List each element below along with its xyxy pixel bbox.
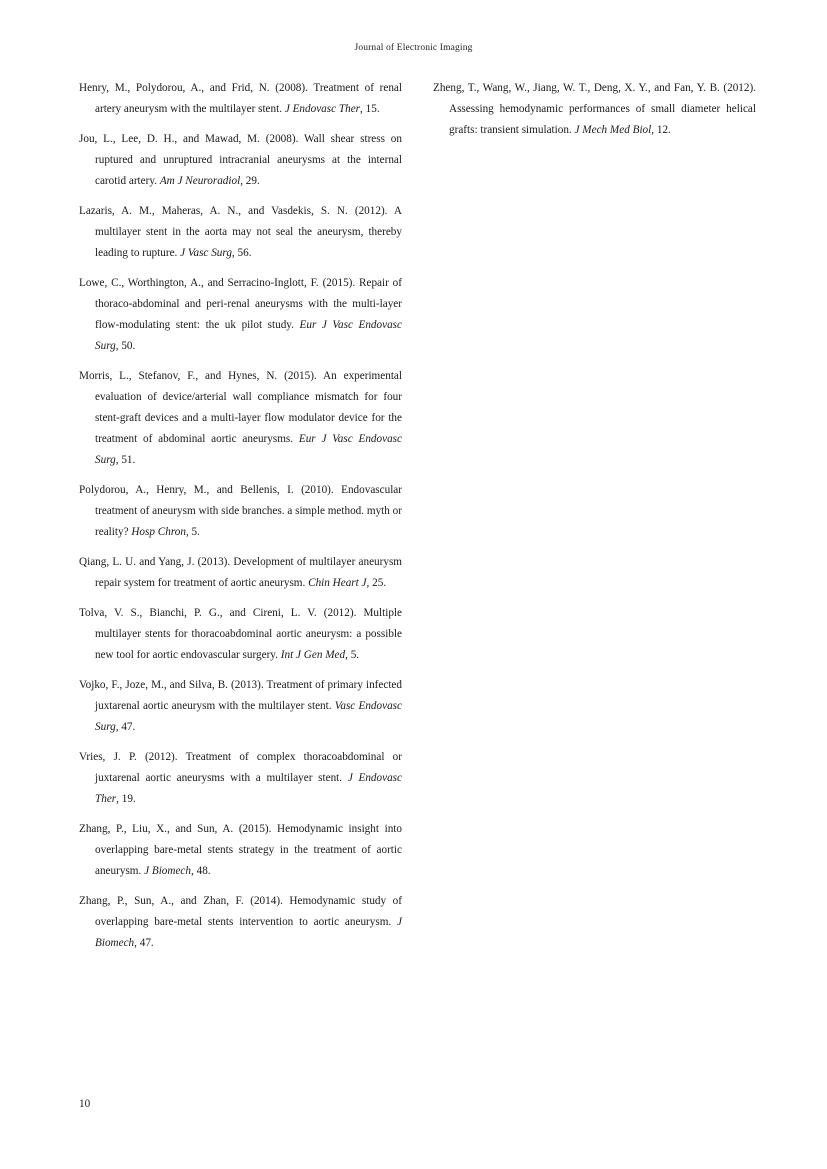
- reference-text: Vojko, F., Joze, M., and Silva, B. (2013). Treatment of primary infected juxtarenal aortic aneurysm with the multilayer stent.: [79, 679, 402, 712]
- reference-text: Lowe, C., Worthington, A., and Serracino-Inglott, F. (2015). Repair of thoraco-abdominal and peri-renal aneurysms with the multi-layer flow-modulating stent: the uk pilot study.: [79, 277, 402, 331]
- reference-columns: [79, 78, 756, 954]
- journal-name: Am J Neuroradiol: [159, 175, 241, 187]
- reference-entry: [79, 480, 402, 543]
- reference-entry: [79, 891, 402, 954]
- reference-volume: , 5.: [185, 526, 200, 538]
- reference-text: Henry, M., Polydorou, A., and Frid, N. (2008). Treatment of renal artery aneurysm with the multilayer stent.: [79, 82, 402, 115]
- journal-name: Eur J Vasc Endovasc Surg: [95, 433, 402, 466]
- journal-name: J Endovasc Ther: [284, 103, 361, 115]
- reference-entry: [79, 78, 402, 120]
- reference-entry: [79, 675, 402, 738]
- reference-text: Polydorou, A., Henry, M., and Bellenis, I. (2010). Endovascular treatment of aneurysm with side branches. a simple method. myth or reality?: [79, 484, 402, 538]
- reference-entry: [79, 552, 402, 594]
- journal-name: J Mech Med Biol: [574, 124, 652, 136]
- reference-entry: [79, 129, 402, 192]
- page-number: 10: [79, 1098, 91, 1110]
- reference-entry: [79, 201, 402, 264]
- reference-entry: [433, 78, 756, 141]
- reference-text: Vries, J. P. (2012). Treatment of complex thoracoabdominal or juxtarenal aortic aneurysms with a multilayer stent.: [79, 751, 402, 784]
- journal-name: Vasc Endovasc Surg: [95, 700, 402, 733]
- reference-text: Tolva, V. S., Bianchi, P. G., and Cireni, L. V. (2012). Multiple multilayer stents for thoracoabdominal aortic aneurysm: a possible new tool for aortic endovascular surgery.: [79, 607, 402, 661]
- reference-volume: , 19.: [116, 793, 136, 805]
- reference-entry: [79, 819, 402, 882]
- reference-list-left: [79, 78, 402, 954]
- journal-name: Int J Gen Med: [280, 649, 346, 661]
- reference-volume: , 5.: [345, 649, 360, 661]
- reference-entry: [79, 273, 402, 357]
- reference-text: Zhang, P., Liu, X., and Sun, A. (2015). Hemodynamic insight into overlapping bare-metal stents strategy in the treatment of aortic aneurysm.: [79, 823, 402, 877]
- reference-text: Jou, L., Lee, D. H., and Mawad, M. (2008). Wall shear stress on ruptured and unruptured intracranial aneurysms at the internal carotid artery.: [79, 133, 402, 187]
- reference-volume: , 56.: [231, 247, 252, 259]
- journal-name: Eur J Vasc Endovasc Surg: [95, 319, 402, 352]
- journal-name: Hosp Chron: [131, 526, 186, 538]
- reference-volume: , 47.: [115, 721, 136, 733]
- reference-entry: [79, 366, 402, 471]
- reference-text: Qiang, L. U. and Yang, J. (2013). Development of multilayer aneurysm repair system for treatment of aortic aneurysm.: [79, 556, 402, 589]
- reference-volume: , 51.: [115, 454, 136, 466]
- reference-volume: , 50.: [115, 340, 136, 352]
- reference-entry: [79, 747, 402, 810]
- reference-volume: , 25.: [366, 577, 387, 589]
- reference-text: Zheng, T., Wang, W., Jiang, W. T., Deng, X. Y., and Fan, Y. B. (2012). Assessing hemodynamic performances of small diameter helical grafts: transient simulation.: [433, 82, 756, 136]
- reference-entry: [79, 603, 402, 666]
- left-column: [79, 78, 402, 954]
- journal-name: Chin Heart J: [308, 577, 367, 589]
- journal-name: J Biomech: [95, 916, 402, 949]
- reference-volume: , 15.: [360, 103, 380, 115]
- journal-name: J Vasc Surg: [180, 247, 232, 259]
- reference-volume: , 47.: [134, 937, 154, 949]
- reference-text: Zhang, P., Sun, A., and Zhan, F. (2014). Hemodynamic study of overlapping bare-metal stents intervention to aortic aneurysm.: [79, 895, 402, 928]
- reference-volume: , 12.: [651, 124, 671, 136]
- right-column: [433, 78, 756, 141]
- reference-list-right: [433, 78, 756, 141]
- journal-name: J Biomech: [144, 865, 191, 877]
- reference-volume: , 29.: [240, 175, 260, 187]
- reference-text: Morris, L., Stefanov, F., and Hynes, N. (2015). An experimental evaluation of device/arterial wall compliance mismatch for four stent-graft devices and a multi-layer flow modulator device for the treatment of abdominal aortic aneurysms.: [79, 370, 402, 445]
- reference-text: Lazaris, A. M., Maheras, A. N., and Vasdekis, S. N. (2012). A multilayer stent in the aorta may not seal the aneurysm, thereby leading to rupture.: [79, 205, 402, 259]
- running-head: Journal of Electronic Imaging: [354, 43, 473, 53]
- reference-volume: , 48.: [191, 865, 211, 877]
- journal-name: J Endovasc Ther: [95, 772, 402, 805]
